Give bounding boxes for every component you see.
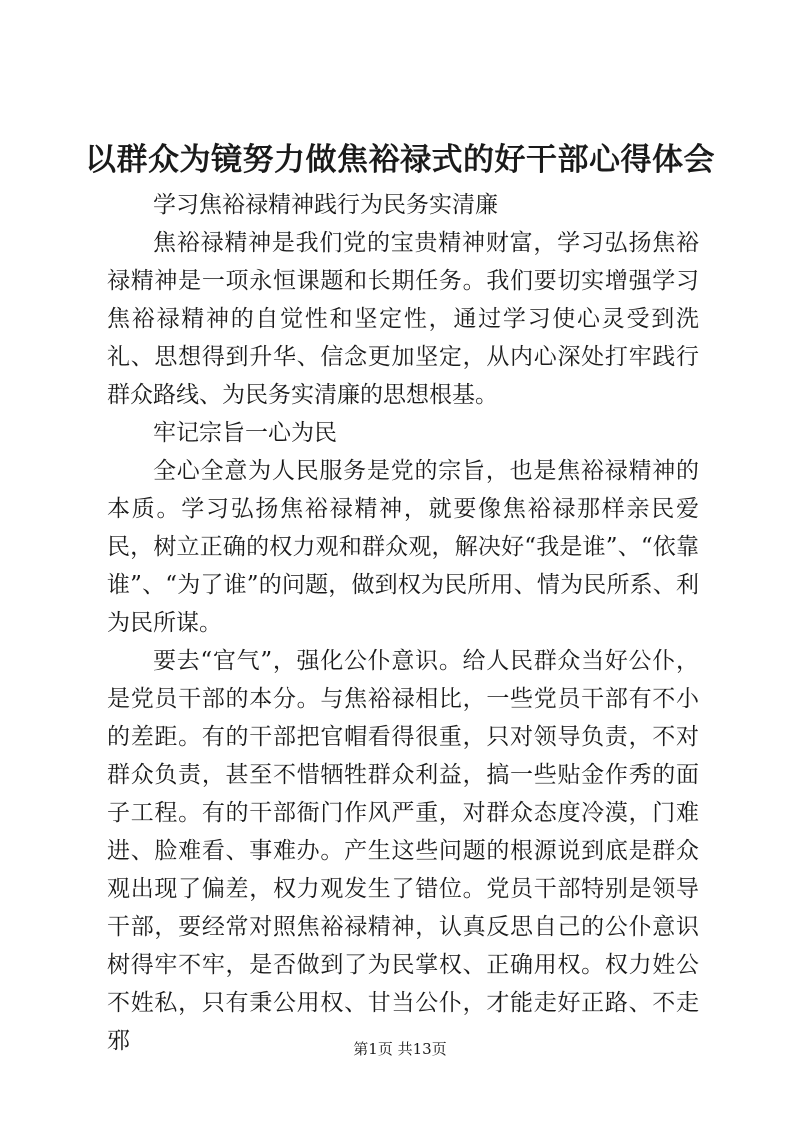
section-heading: 牢记宗旨一心为民: [153, 420, 337, 446]
body-paragraph: 焦裕禄精神是我们党的宝贵精神财富，学习弘扬焦裕禄精神是一项永恒课题和长期任务。我们要切实增强学习焦裕禄精神的自觉性和坚定性，通过学习使心灵受到洗礼、思想得到升华、信念更加坚定，从内心深处打牢践行群众路线、为民务实清廉的思想根基。: [107, 230, 699, 408]
document-title: 以群众为镜努力做焦裕禄式的好干部心得体会: [85, 142, 715, 178]
body-paragraph: 要去“官气”，强化公仆意识。给人民群众当好公仆，是党员干部的本分。与焦裕禄相比，一些党员干部有不小的差距。有的干部把官帽看得很重，只对领导负责，不对群众负责，甚至不惜牺牲群众利益，搞一些贴金作秀的面子工程。有的干部衙门作风严重，对群众态度冷漠，门难进、脸难看、事难办。产生这些问题的根源说到底是群众观出现了偏差，权力观发生了错位。党员干部特别是领导干部，要经常对照焦裕禄精神，认真反思自己的公仆意识树得牢不牢，是否做到了为民掌权、正确用权。权力姓公不姓私，只有秉公用权、甘当公仆，才能走好正路、不走邪: [107, 648, 699, 1054]
body-paragraph: 全心全意为人民服务是党的宗旨，也是焦裕禄精神的本质。学习弘扬焦裕禄精神，就要像焦裕禄那样亲民爱民，树立正确的权力观和群众观，解决好“我是谁”、“依靠谁”、“为了谁”的问题，做到权为民所用、情为民所系、利为民所谋。: [107, 458, 699, 636]
section-heading: 学习焦裕禄精神践行为民务实清廉: [153, 192, 498, 218]
page-number-footer: 第1页 共13页: [353, 1040, 447, 1058]
document-body: [107, 186, 699, 1060]
